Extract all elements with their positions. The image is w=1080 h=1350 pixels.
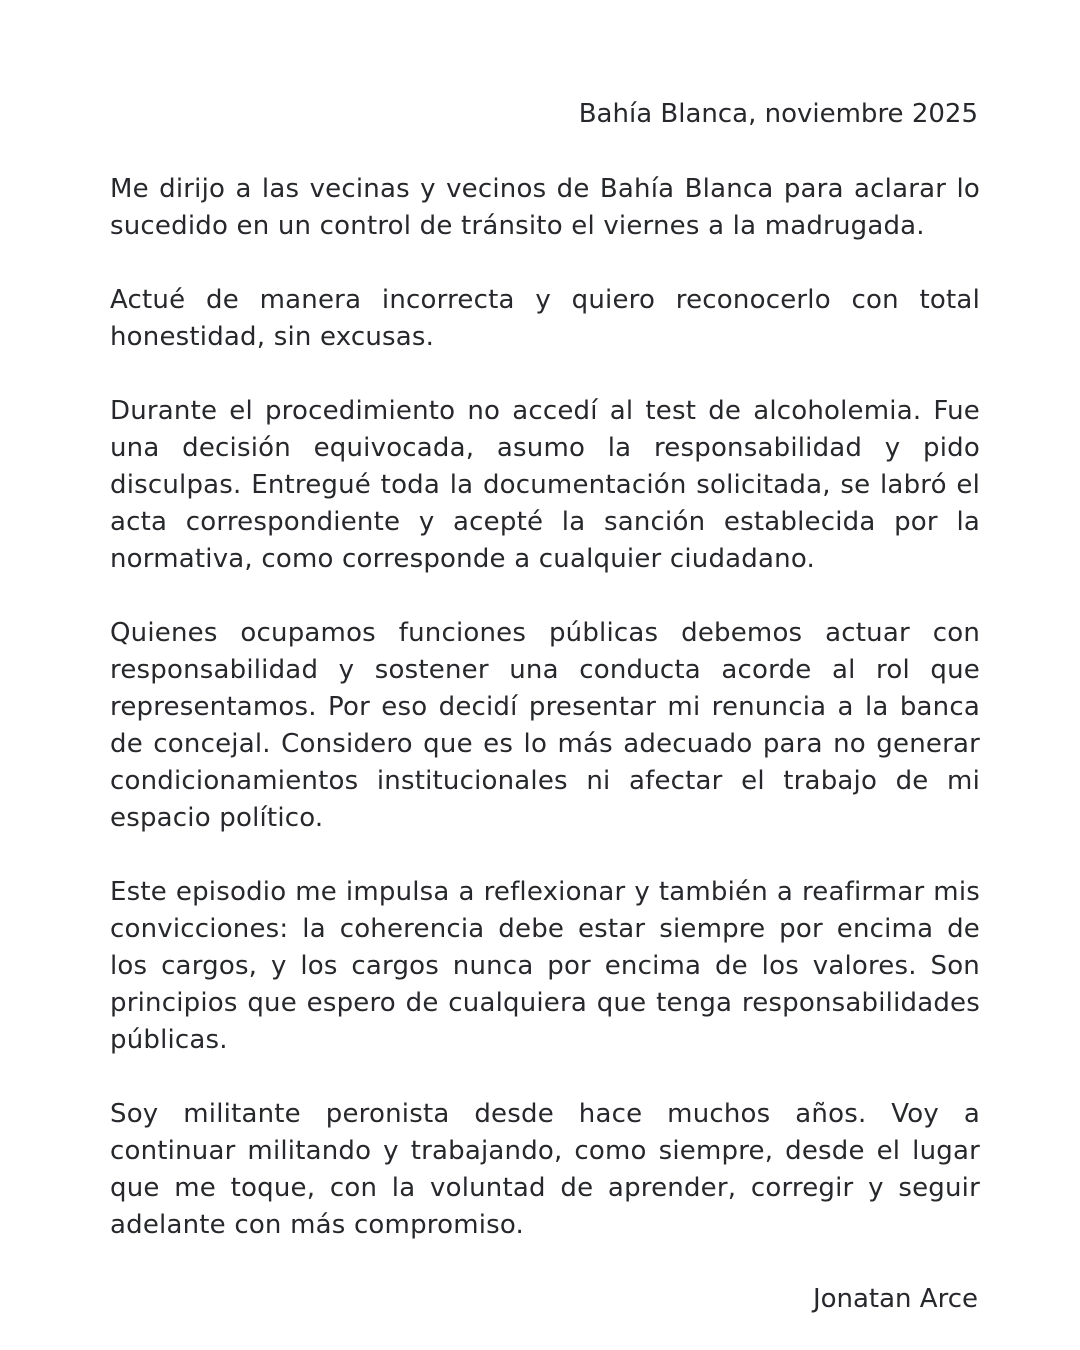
letter-paragraph: Me dirijo a las vecinas y vecinos de Bahía Blanca para aclarar lo sucedido en un control de tránsito el viernes a la madrugada. [110,174,980,241]
letter-paragraph: Este episodio me impulsa a reflexionar y también a reafirmar mis convicciones: la coherencia debe estar siempre por encima de los cargos, y los cargos nunca por encima de los valores. Son principios que espero de cualquiera que tenga responsabilidades públicas. [110,877,980,1055]
letter-signature: Jonatan Arce [812,1284,978,1314]
letter-body [110,171,980,1244]
letter-paragraph: Durante el procedimiento no accedí al test de alcoholemia. Fue una decisión equivocada, asumo la responsabilidad y pido disculpas. Entregué toda la documentación solicitada, se labró el acta correspondiente y acepté la sanción establecida por la normativa, como corresponde a cualquier ciudadano. [110,396,980,574]
letter-paragraph: Soy militante peronista desde hace muchos años. Voy a continuar militando y trabajando, como siempre, desde el lugar que me toque, con la voluntad de aprender, corregir y seguir adelante con más compromiso. [110,1099,980,1240]
letter-paragraph: Quienes ocupamos funciones públicas debemos actuar con responsabilidad y sostener una conducta acorde al rol que representamos. Por eso decidí presentar mi renuncia a la banca de concejal. Considero que es lo más adecuado para no generar condicionamientos institucionales ni afectar el trabajo de mi espacio político. [110,618,980,833]
letter-dateline: Bahía Blanca, noviembre 2025 [578,99,978,129]
letter-paragraph: Actué de manera incorrecta y quiero reconocerlo con total honestidad, sin excusas. [110,285,980,352]
